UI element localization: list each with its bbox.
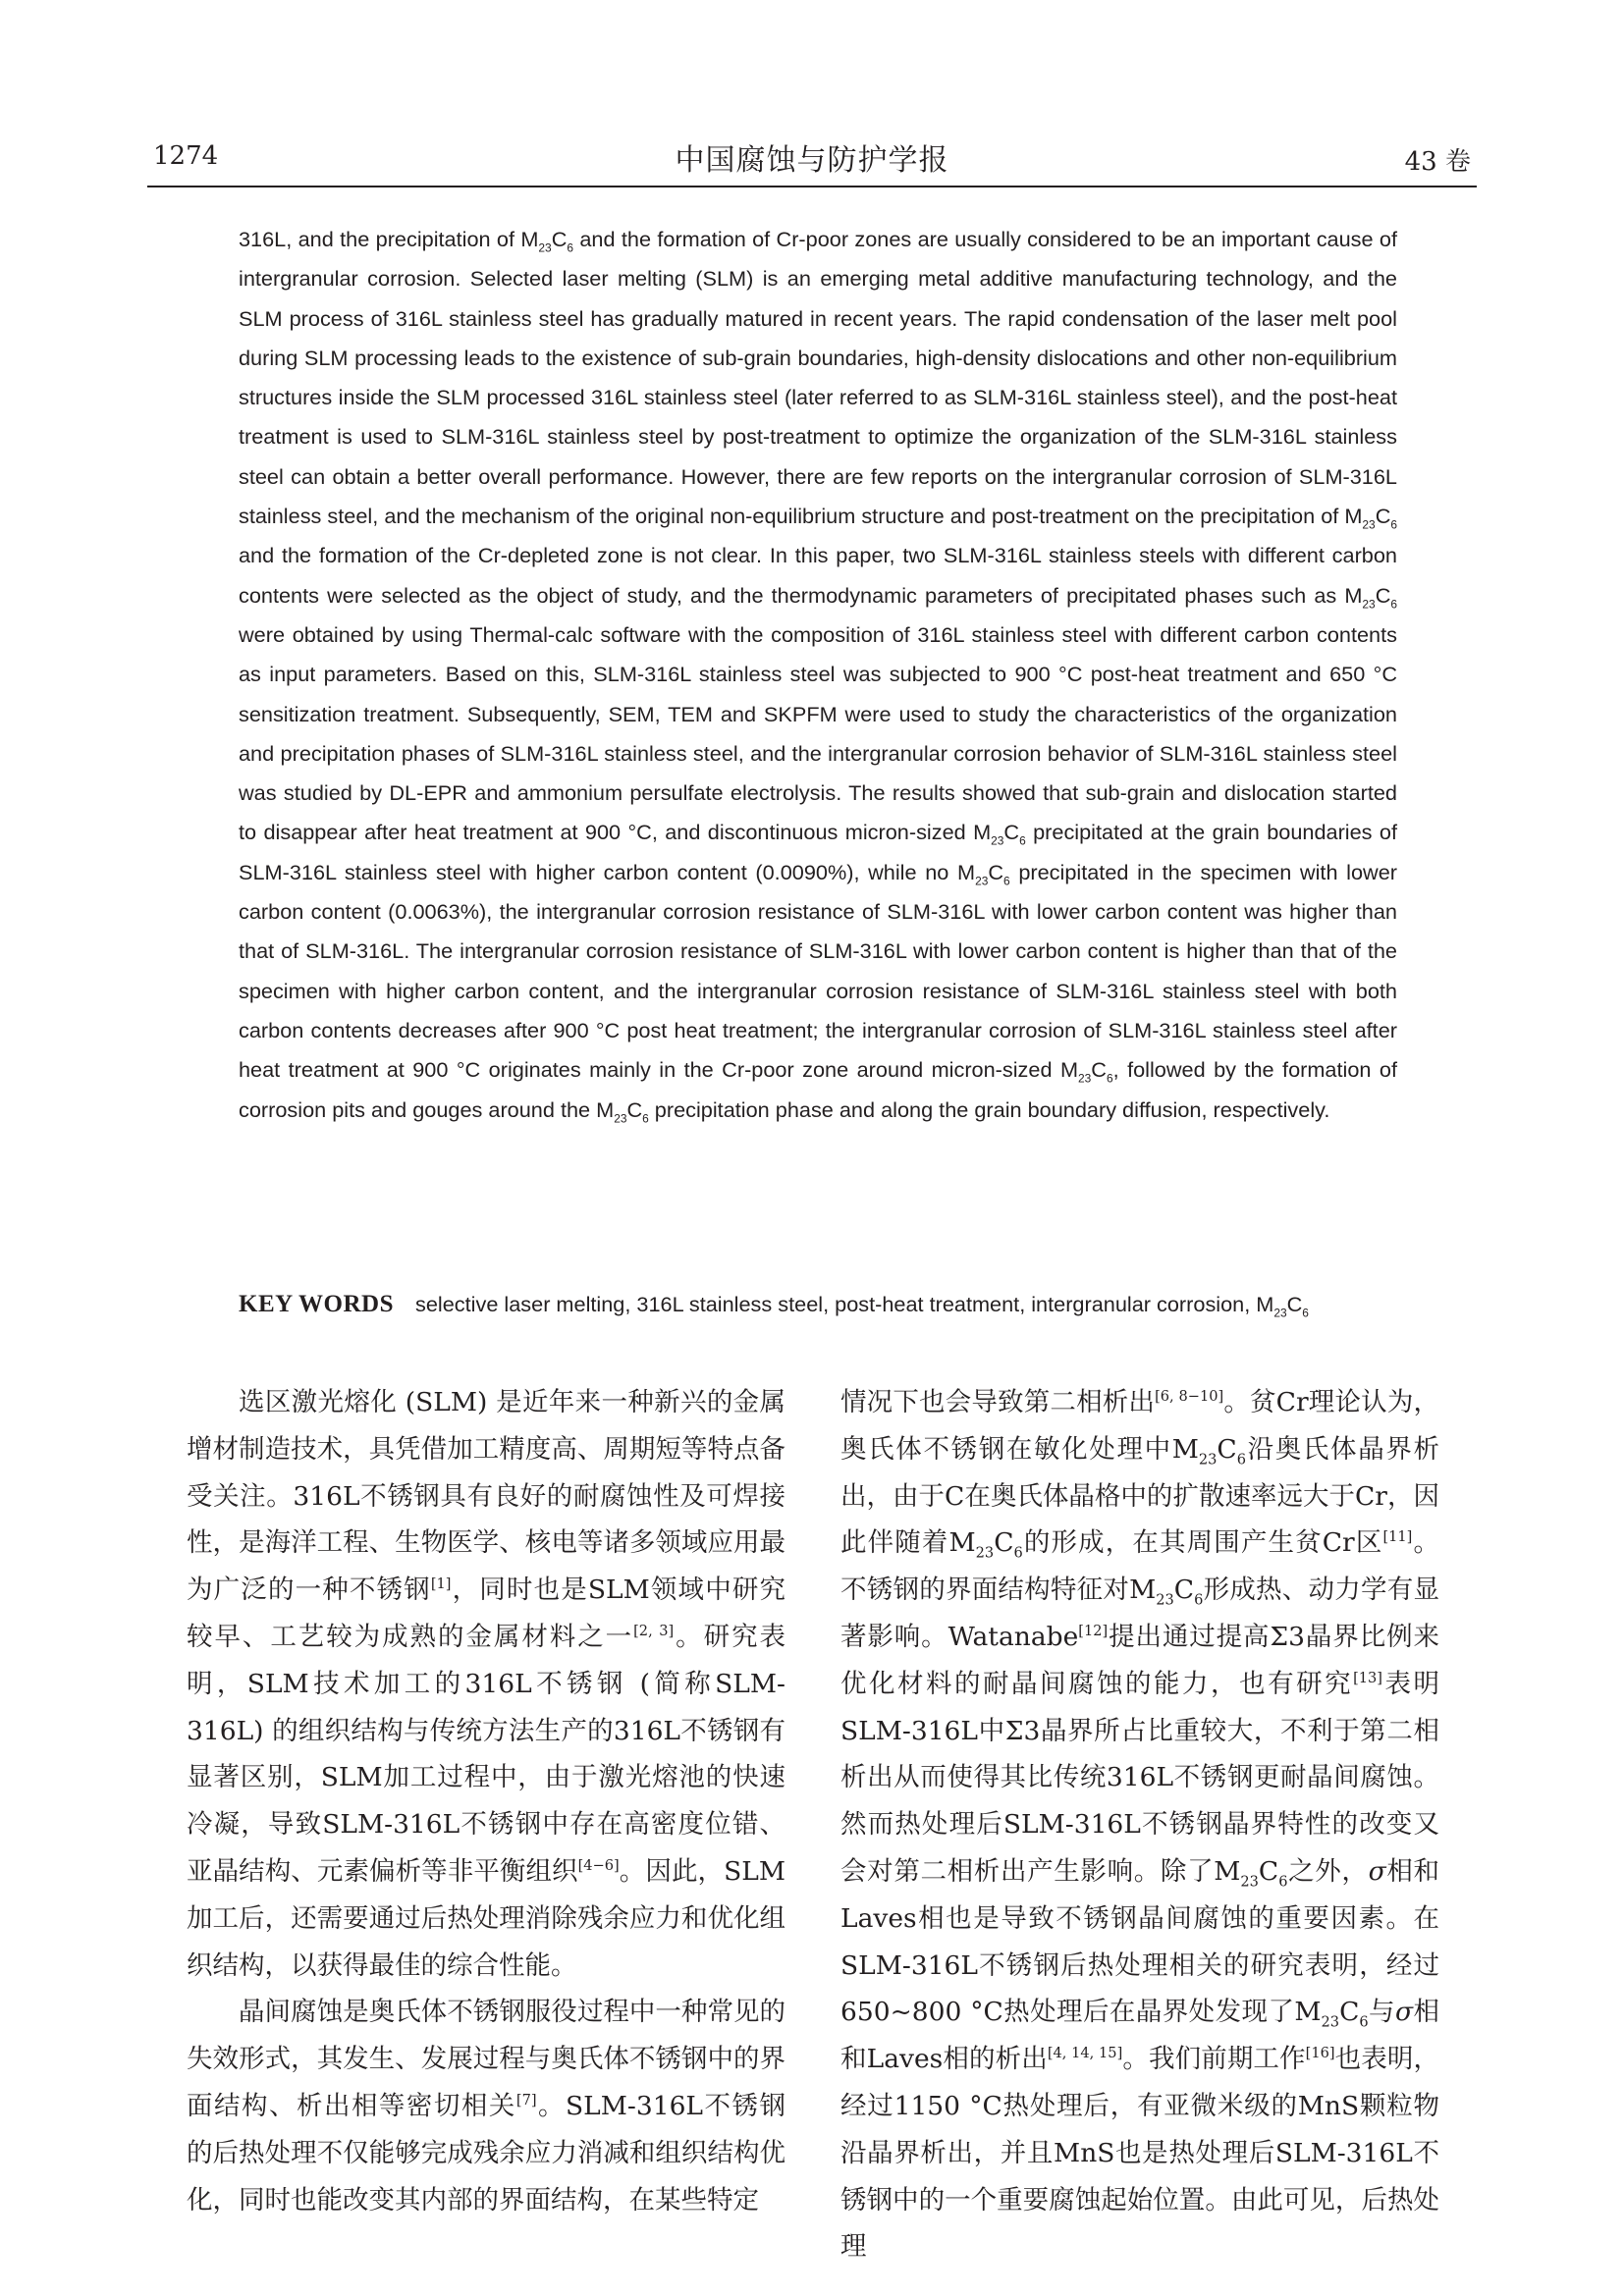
body-paragraph: 选区激光熔化 (SLM) 是近年来一种新兴的金属增材制造技术，具凭借加工精度高、周期短等特点备受关注。316L不锈钢具有良好的耐腐蚀性及可焊接性，是海洋工程、生物医学、核电等诸多领域应用最为广泛的一种不锈钢[1]，同时也是SLM领域中研究较早、工艺较为成熟的金属材料之一[2, 3]。研究表明，SLM技术加工的316L不锈钢 (简称SLM-316L) 的组织结构与传统方法生产的316L不锈钢有显著区别，SLM加工过程中，由于激光熔池的快速冷凝，导致SLM-316L不锈钢中存在高密度位错、亚晶结构、元素偏析等非平衡组织[4−6]。因此，SLM加工后，还需要通过后热处理消除残余应力和优化组织结构，以获得最佳的综合性能。 [187,1387,786,1981]
keywords-label: KEY WORDS [239,1291,395,1317]
page-number: 1274 [153,141,219,171]
volume-label: 43 卷 [1404,147,1471,177]
body-column-right [840,1379,1439,2270]
body-column-left [187,1379,785,2223]
header-rule [147,186,1477,187]
body-paragraph: 情况下也会导致第二相析出[6, 8−10]。贫Cr理论认为，奥氏体不锈钢在敏化处理中$M_{23}C_6$沿奥氏体晶界析出，由于C在奥氏体晶格中的扩散速率远大于Cr，因此伴随着$M_{23}C_6$的形成，在其周围产生贫Cr区[11]。不锈钢的界面结构特征对$M_{23}C_6$形成热、动力学有显著影响。Watanabe[12]提出通过提高Σ3晶界比例来优化材料的耐晶间腐蚀的能力，也有研究[13]表明SLM-316L中Σ3晶界所占比重较大，不利于第二相析出从而使得其比传统316L不锈钢更耐晶间腐蚀。然而热处理后SLM-316L不锈钢晶界特性的改变又会对第二相析出产生影响。除了$M_{23}C_6$之外，σ相和Laves相也是导致不锈钢晶间腐蚀的重要因素。在SLM-316L不锈钢后热处理相关的研究表明，经过650~800 °C热处理后在晶界处发现了$M_{23}C_6$与σ相和Laves相的析出[4, 14, 15]。我们前期工作[16]也表明，经过1150 °C热处理后，有亚微米级的MnS颗粒物沿晶界析出，并且MnS也是热处理后SLM-316L不锈钢中的一个重要腐蚀起始位置。由此可见，后热处理 [840,1387,1440,2263]
journal-title: 中国腐蚀与防护学报 [675,143,949,178]
english-abstract: 316L, and the precipitation of $M_{23}C_6$ and the formation of Cr-poor zones are usually considered to be an important cause of intergranular corrosion. Selected laser melting (SLM) is an emerging metal additive manufacturing technology, and the SLM process of 316L stainless steel has gradually matured in recent years. The rapid condensation of the laser melt pool during SLM processing leads to the existence of sub-grain boundaries, high-density dislocations and other non-equilibrium structures inside the SLM processed 316L stainless steel (later referred to as SLM-316L stainless steel), and the post-heat treatment is used to SLM-316L stainless steel by post-treatment to optimize the organization of the SLM-316L stainless steel can obtain a better overall performance. However, there are few reports on the intergranular corrosion of SLM-316L stainless steel, and the mechanism of the original non-equilibrium structure and post-treatment on the precipitation of $M_{23}C_6$ and the formation of the Cr-depleted zone is not clear. In this paper, two SLM-316L stainless steels with different carbon contents were selected as the object of study, and the thermodynamic parameters of precipitated phases such as $M_{23}C_6$ were obtained by using Thermal-calc software with the composition of 316L stainless steel with different carbon contents as input parameters. Based on this, SLM-316L stainless steel was subjected to 900 °C post-heat treatment and 650 °C sensitization treatment. Subsequently, SEM, TEM and SKPFM were used to study the characteristics of the organization and precipitation phases of SLM-316L stainless steel, and the intergranular corrosion behavior of SLM-316L stainless steel was studied by DL-EPR and ammonium persulfate electrolysis. The results showed that sub-grain and dislocation started to disappear after heat treatment at 900 °C, and discontinuous micron-sized $M_{23}C_6$ precipitated at the grain boundaries of SLM-316L stainless steel with higher carbon content (0.0090%), while no $M_{23}C_6$ precipitated in the specimen with lower carbon content (0.0063%), the intergranular corrosion resistance of SLM-316L with lower carbon content was higher than that of SLM-316L. The intergranular corrosion resistance of SLM-316L with lower carbon content is higher than that of the specimen with higher carbon content, and the intergranular corrosion resistance of SLM-316L stainless steel with both carbon contents decreases after 900 °C post heat treatment; the intergranular corrosion of SLM-316L stainless steel after heat treatment at 900 °C originates mainly in the Cr-poor zone around micron-sized $M_{23}C_6$, followed by the formation of corrosion pits and gouges around the $M_{23}C_6$ precipitation phase and along the grain boundary diffusion, respectively. [239,227,1397,1125]
running-header [147,135,1477,185]
keywords [239,1288,1397,1320]
keywords-text: selective laser melting, 316L stainless steel, post-heat treatment, intergranular corrosion, $M_{23}C_6$ [415,1292,1309,1320]
body-paragraph: 晶间腐蚀是奥氏体不锈钢服役过程中一种常见的失效形式，其发生、发展过程与奥氏体不锈钢中的界面结构、析出相等密切相关[7]。SLM-316L不锈钢的后热处理不仅能够完成残余应力消减和组织结构优化，同时也能改变其内部的界面结构，在某些特定 [187,1997,785,2216]
